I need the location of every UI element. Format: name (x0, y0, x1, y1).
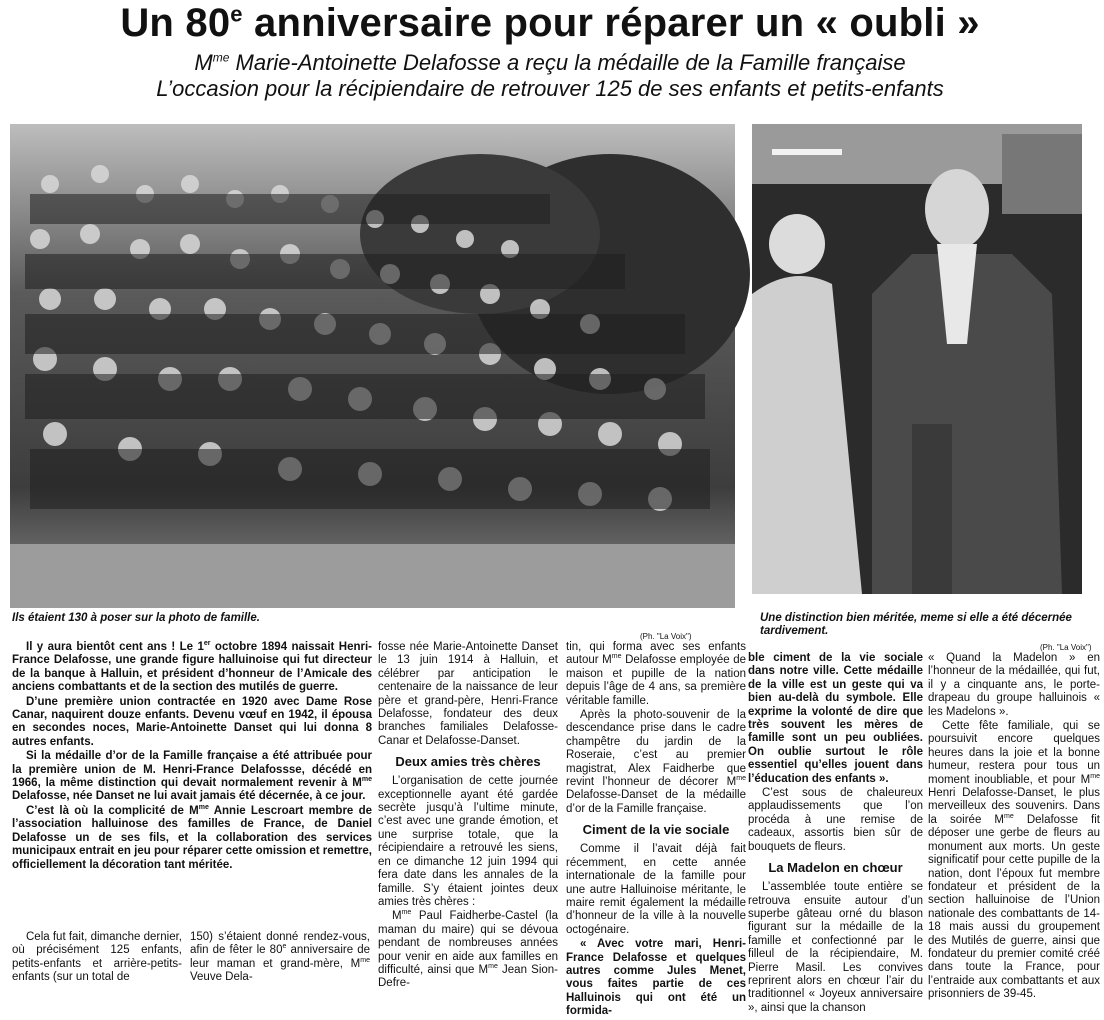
paragraph (928, 720, 1100, 1002)
text-run: Delafosse fit déposer une gerbe de fleurs au monument aux morts. Un geste significatif pour cette pupille de la nation, dont l’époux fut membre fondateur et président de la section halluinoise de l’Union nationale des combattants de 14-18 mais aussi du groupement des Mutilés de guerre, ainsi que fondateur du premier comité créé dans toute la France, pour l’entraide aux combattants et aux prisonniers de 39-45. (928, 813, 1100, 1001)
subheadline-line2: L’occasion pour la récipiendaire de retrouver 125 de ses enfants et petits-enfants (156, 76, 944, 101)
text-run: Jean Sion-Defre- (378, 963, 558, 990)
text-sup: me (401, 909, 412, 917)
headline-part1: Un 80 (120, 1, 231, 45)
article-column-1 (12, 641, 372, 873)
paragraph: L’assemblée toute entière se retrouva ensuite autour d’un superbe gâteau orné du blason figurant sur la médaille de la famille et confectionné par le filleul de la récipiendaire, M. Pierre Masil. Les convives reprirent alors en chœur l’air du traditionnel « Joyeux anniversaire », ainsi que la chanson (748, 881, 923, 1014)
text-run: anniversaire de leur maman et grand-mère, M (190, 944, 370, 970)
paragraph: fosse née Marie-Antoinette Danset le 13 juin 1914 à Halluin, et célébrer par anticipation le centenaire de la naissance de leur père et grand-père, Henri-France Delafosse, fondateur des deux branches familiales Delafosse-Canar et Delafosse-Danset. (378, 641, 558, 747)
family-photo-illustration (10, 124, 735, 608)
ceremony-photo (752, 124, 1082, 594)
subheadline-line1 (0, 50, 1100, 76)
section-heading: La Madelon en chœur (768, 860, 903, 876)
ceremony-photo-illustration (752, 124, 1082, 594)
text-run: D’une première union contractée en 1920 avec Dame Rose Canar, naquirent douze enfants. Devenu vœuf en 1942, il épousa en secondes noces, Marie-Antoinette Danset qui lui donna 8 autres enfants. (12, 695, 372, 748)
section-heading: Ciment de la vie sociale (582, 822, 730, 838)
paragraph (12, 696, 372, 750)
text-sup: me (360, 956, 370, 964)
paragraph: Comme il l’avait déjà fait récemment, en cette année internationale de la famille pour une autre Halluinoise méritante, le maire remit également la médaille d’honneur de la ville à la nouvelle octogénaire. (566, 843, 746, 936)
paragraph: L’organisation de cette journée exceptionnelle ayant été gardée secrète jusqu’à l’ultime minute, c’est avec une grande émotion, et une surprise totale, que la récipiendaire a retrouvé les siens, en ce dimanche 12 juin 1994 qui fera date dans les annales de la famille. S’y étaient jointes deux amies très chères : (378, 775, 558, 908)
paragraph (566, 641, 746, 708)
headline-sup: e (230, 1, 243, 27)
text-run: Cette fête familiale, qui se poursuivit encore quelques heures dans la joie et la bonne humeur, restera pour tous un moment inoubliable, et pour M (928, 720, 1100, 786)
text-run: Delafosse, née Danset ne lui avait jamais été décernée, à ce jour. (12, 790, 366, 803)
subheadline-line1-pre: M (194, 50, 213, 75)
family-group-photo (10, 124, 735, 608)
text-sup: me (361, 776, 372, 784)
paragraph (378, 910, 558, 990)
paragraph (748, 652, 923, 786)
article-column-6 (928, 652, 1100, 1003)
paragraph: Cela fut fait, dimanche dernier, où précisément 125 enfants, petits-enfants et arrière-petits-enfants (sur un total de (12, 931, 182, 984)
ceremony-photo-credit: (Ph. "La Voix") (1040, 643, 1092, 652)
text-sup: me (736, 775, 746, 783)
paragraph: « Quand la Madelon » en l’honneur de la médaillée, qui fut, il y a cinquante ans, le porte-drapeau du groupe halluinois « les Madelons ». (928, 652, 1100, 718)
paragraph (190, 931, 370, 985)
text-run: Delafosse employée de maison et pupille de la nation depuis l’âge de 4 ans, sa première véritable famille. (566, 654, 746, 707)
text-sup: er (203, 640, 211, 648)
text-run: tin, qui forma avec ses enfants autour M (566, 641, 746, 667)
text-run: « Avec votre mari, Henri-France Delafosse et quelques autres comme Jules Menet, vous faites partie de ces Halluinois qui ont été un formida- (566, 938, 746, 1018)
article-column-1-lower (12, 931, 182, 986)
text-sup: me (198, 804, 209, 812)
text-run: Delafosse-Danset de la médaille d’or de la Famille française. (566, 789, 746, 815)
text-run: Paul Faidherbe-Castel (la maman du maire) qui se dévoua pendant de nombreuses années pour venir en aide aux familles en difficulté, ainsi que M (378, 910, 558, 976)
text-run: Annie Lescroart membre de l’association halluinose des familles de France, de Daniel Delafosse un de ses fils, et la collaboration des services municipaux entrait en jeu pour réparer cette omission et remettre, officiellement la décoration tant méritée. (12, 804, 373, 871)
text-run: ble ciment de la vie sociale dans notre ville. Cette médaille de la ville est un geste qui va bien au-delà du symbole. Elle exprime la volonté de dire que très souvent les mères de famille sont un peu oubliées. On oublie surtout le rôle essentiel qu’elles jouent dans l’éducation des enfants ». (748, 652, 923, 785)
ceremony-photo-caption: Une distinction bien méritée, meme si elle a été décernée tardivement. (760, 612, 1072, 637)
section-heading: Deux amies très chères (395, 754, 541, 770)
text-run: M (392, 910, 402, 923)
text-run: Si la médaille d’or de la Famille française a été attribuée pour la première union de M. Henri-France Delafossse, décédé en 1966, la même distinction qui devait normalement revenir à M (12, 750, 372, 790)
text-sup: me (1004, 813, 1014, 821)
article-column-2 (190, 931, 370, 986)
article-column-5 (748, 652, 923, 1016)
paragraph (12, 641, 372, 695)
paragraph: C’est sous de chaleureux applaudissements que l’on procéda à une remise de cadeaux, assortis bien sûr de bouquets de fleurs. (748, 787, 923, 853)
article-column-3 (378, 641, 558, 992)
text-sup: me (611, 653, 622, 661)
family-photo-caption: Ils étaient 130 à poser sur la photo de famille. (12, 612, 260, 624)
text-run: octobre 1894 naissait Henri-France Delafosse, une grande figure halluinoise qui fut directeur de la banque à Halluin, et président d’honneur de l’Amicale des anciens combattants et de la section des mutilés de guerre. (12, 641, 372, 694)
text-sup: e (282, 943, 287, 951)
headline (0, 0, 1100, 46)
article-column-4 (566, 641, 746, 1020)
text-sup: me (488, 963, 498, 971)
paragraph (566, 709, 746, 816)
subheadline-line1-sup: me (212, 50, 230, 65)
paragraph (12, 805, 372, 872)
text-run: Après la photo-souvenir de la descendance prise dans le cadre champêtre du jardin de la Roseraie, c’est au premier magistrat, Alex Faidherbe que revint l’honneur de décorer M (566, 709, 746, 789)
text-run: C’est là où la complicité de M (26, 804, 199, 817)
paragraph (12, 750, 372, 804)
subheadline-line1-post: Marie-Antoinette Delafosse a reçu la médaille de la Famille française (229, 50, 906, 75)
text-run: Henri Delafosse-Danset, le plus merveilleux des souvenirs. Dans la soirée M (928, 787, 1100, 826)
headline-part2: anniversaire pour réparer un « oubli » (242, 1, 980, 45)
family-photo-credit: (Ph. "La Voix") (640, 632, 692, 641)
text-run: Il y aura bientôt cent ans ! Le 1 (26, 641, 204, 653)
text-run: Veuve Dela- (190, 971, 253, 984)
text-run: 150) s’étaient donné rendez-vous, afin de fêter le 80 (190, 931, 370, 957)
text-sup: me (1090, 772, 1100, 780)
paragraph (566, 938, 746, 1018)
